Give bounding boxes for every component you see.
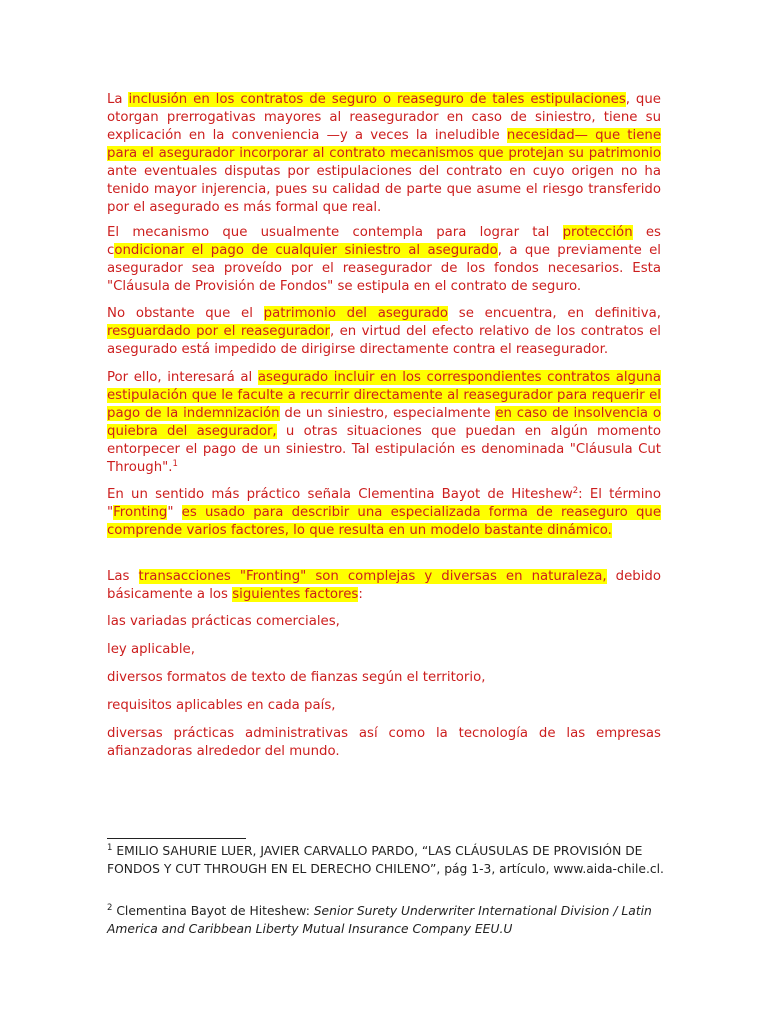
footnote-2-name: Clementina Bayot de Hiteshew: xyxy=(112,904,314,918)
highlighted-text: ondicionar el pago de cualquier siniestro al asegurado xyxy=(114,243,498,258)
highlighted-text: inclusión en los contratos de seguro o reaseguro de tales estipulaciones xyxy=(128,92,626,107)
text-segment: u otras situaciones que puedan en algún momento entorpecer el pago de un siniestro. Tal estipulación es denominada "Cláusula Cut Through". xyxy=(107,424,662,475)
list-item: diversos formatos de texto de fianzas según el territorio, xyxy=(107,670,486,685)
highlighted-text: es usado para describir una especializada forma de reaseguro que comprende varios factores, lo que resulta en un modelo bastante dinámico. xyxy=(107,505,661,538)
list-item: las variadas prácticas comerciales, xyxy=(107,614,340,629)
text-segment: : El término " xyxy=(107,487,661,520)
highlighted-text: siguientes factores xyxy=(232,587,359,602)
footnote-2-number: 2 xyxy=(107,903,113,913)
text-segment: , que otorgan prerrogativas mayores al reasegurador en caso de siniestro, tiene su explicación en la conveniencia —y a veces la ineludible xyxy=(107,92,661,143)
highlighted-text: patrimonio del asegurado xyxy=(263,306,449,321)
footnote-reference: 1 xyxy=(172,459,178,469)
paragraph-4 xyxy=(107,369,661,477)
highlighted-text: Fronting xyxy=(113,505,168,520)
footnote-separator xyxy=(107,838,246,839)
text-segment: " xyxy=(167,505,182,520)
paragraph-6 xyxy=(107,568,661,604)
text-segment: se encuentra, en definitiva, xyxy=(448,306,661,321)
text-segment: No obstante que el xyxy=(107,306,264,321)
text-segment: , en virtud del efecto relativo de los contratos el asegurado está impedido de dirigirse directamente contra el reasegurador. xyxy=(107,324,661,357)
text-segment: El mecanismo que usualmente contempla para lograr tal xyxy=(107,225,563,240)
paragraph-3 xyxy=(107,305,661,359)
text-segment: ante eventuales disputas por estipulaciones del contrato en cuyo origen no ha tenido mayor injerencia, pues su calidad de parte que asume el riesgo transferido por el asegurado es más formal que real. xyxy=(107,164,661,215)
text-segment: debido básicamente a los xyxy=(107,569,662,602)
text-segment: es c xyxy=(107,225,661,258)
text-segment: La xyxy=(107,92,129,107)
list-item: requisitos aplicables en cada país, xyxy=(107,698,336,713)
highlighted-text: protección xyxy=(562,225,633,240)
footnote-1-number: 1 xyxy=(107,843,113,853)
footnote-1 xyxy=(107,842,667,878)
highlighted-text: transacciones "Fronting" son complejas y diversas en naturaleza, xyxy=(138,569,607,584)
highlighted-text: resguardado por el reasegurador xyxy=(107,324,330,339)
text-segment: En un sentido más práctico señala Clementina Bayot de Hiteshew xyxy=(107,487,573,502)
text-segment: : xyxy=(358,587,363,602)
list-item: diversas prácticas administrativas así como la tecnología de las empresas afianzadoras alrededor del mundo. xyxy=(107,726,661,759)
footnote-1-text: EMILIO SAHURIE LUER, JAVIER CARVALLO PARDO, “LAS CLÁUSULAS DE PROVISIÓN DE FONDOS Y CUT THROUGH EN EL DERECHO CHILENO”, pág 1-3, artículo, www.aida-chile.cl. xyxy=(107,844,664,876)
highlighted-text: asegurado incluir en los correspondientes contratos alguna estipulación que le faculte a recurrir directamente al reasegurador para requerir el pago de la indemnización xyxy=(107,370,661,421)
text-segment: Las xyxy=(107,569,139,584)
footnote-reference: 2 xyxy=(572,486,579,496)
paragraph-1 xyxy=(107,91,661,217)
footnote-2-title: Senior Surety Underwriter International Division / Latin America and Caribbean Liberty Mutual Insurance Company EEU.U xyxy=(107,904,652,936)
text-segment: de un siniestro, especialmente xyxy=(279,406,496,421)
list-item: ley aplicable, xyxy=(107,642,195,657)
highlighted-text: necesidad— que tiene para el asegurador incorporar al contrato mecanismos que protejan su patrimonio xyxy=(107,128,662,161)
text-segment: , a que previamente el asegurador sea proveído por el reasegurador de los fondos necesarios. Esta "Cláusula de Provisión de Fondos" se estipula en el contrato de seguro. xyxy=(107,243,662,294)
highlighted-text: en caso de insolvencia o quiebra del asegurador, xyxy=(107,406,662,439)
text-segment: Por ello, interesará al xyxy=(107,370,258,385)
footnote-2 xyxy=(107,902,667,938)
paragraph-5 xyxy=(107,486,661,540)
paragraph-2 xyxy=(107,224,661,296)
